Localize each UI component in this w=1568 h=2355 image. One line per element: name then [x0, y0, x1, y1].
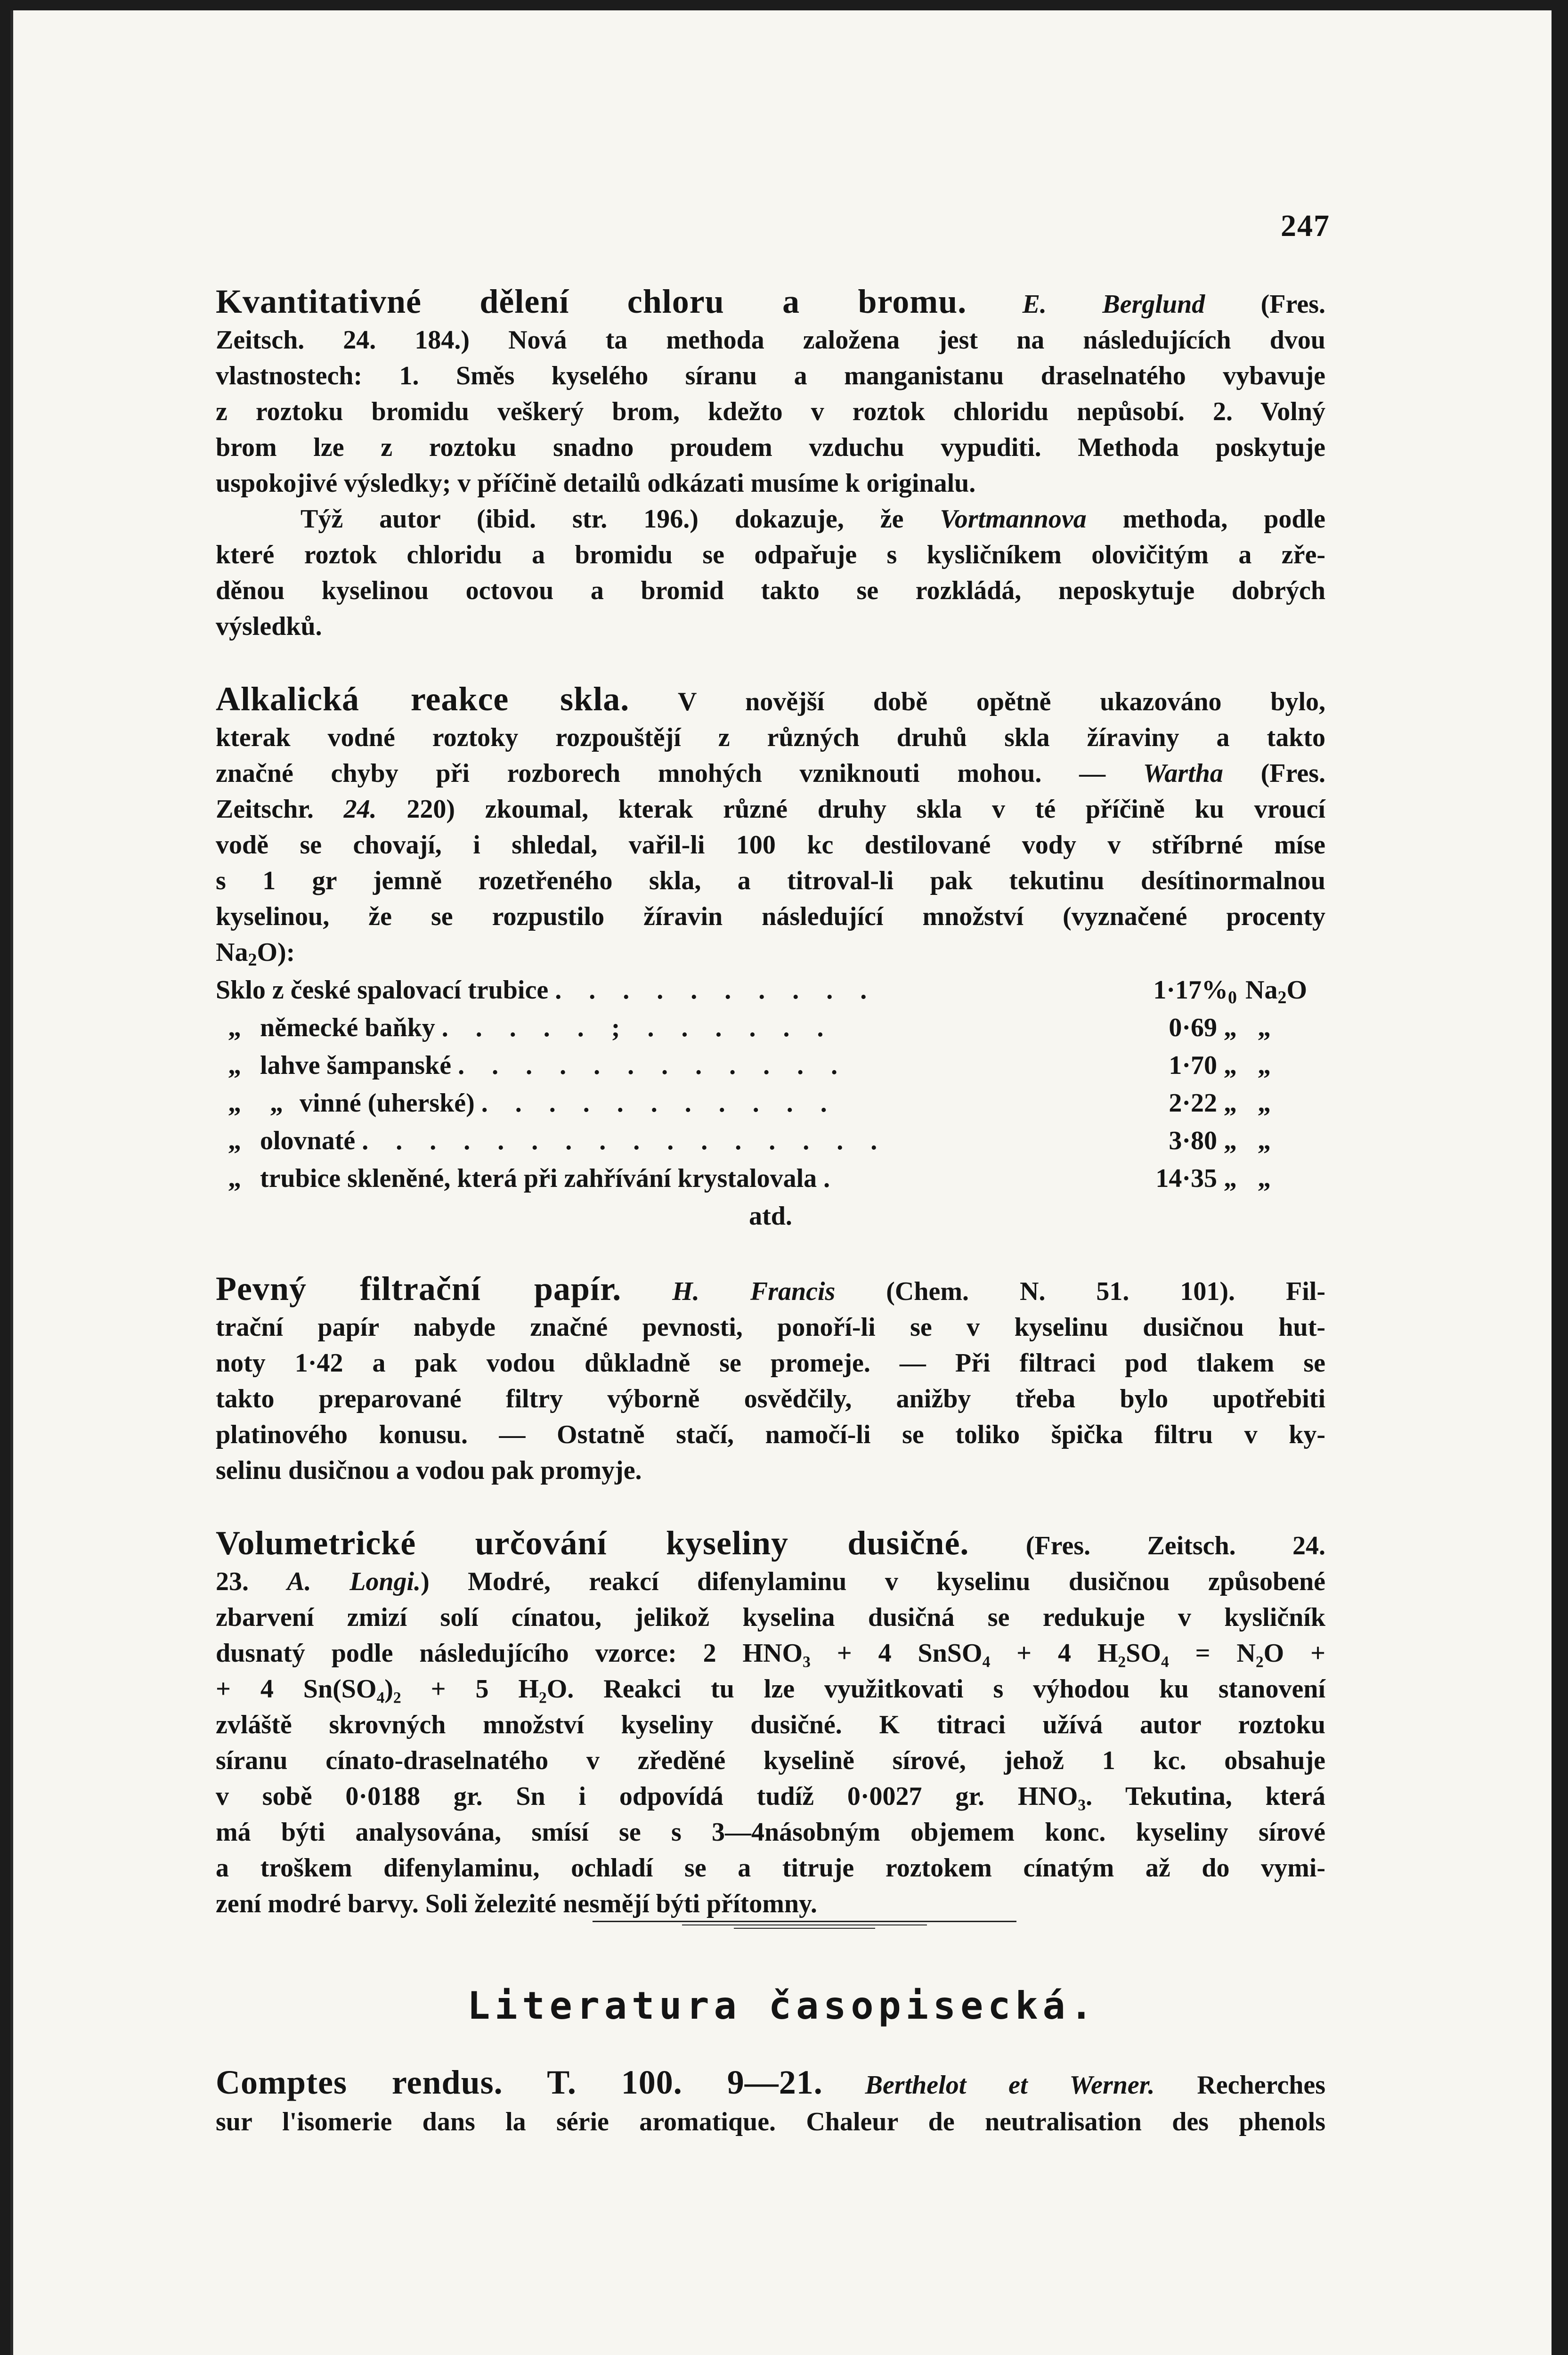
section-alkal-first-line: Alkalická reakce skla. V novější době opětně ukazováno bylo,	[216, 680, 1326, 718]
table-row	[216, 1046, 1325, 1083]
row-value: 1·70 „	[1169, 1051, 1237, 1080]
text-line formula-line: + 4 Sn(SO₄)₂ + 5 H₂O. Reakci tu lze využitkovati s výhodou ku stanovení	[216, 1674, 1325, 1704]
row-unit: „	[1258, 1051, 1271, 1080]
glass-table	[216, 970, 1325, 1234]
text-line: značné chyby při rozborech mnohých vzniknouti mohou. — Wartha (Fres.	[216, 759, 1325, 788]
text-line formula-line: dusnatý podle následujícího vzorce: 2 HNO₃ + 4 SnSO₄ + 4 H₂SO₄ = N₂O +	[216, 1639, 1325, 1668]
section-title: Alkalická reakce skla.	[216, 680, 630, 718]
section-title: Volumetrické určování kyseliny dusičné.	[216, 1524, 969, 1562]
section-title: Comptes rendus. T. 100. 9—21.	[216, 2063, 823, 2101]
table-row	[216, 1159, 1325, 1196]
text-line: selinu dusičnou a vodou pak promyje.	[216, 1456, 642, 1485]
text-line: noty 1·42 a pak vodou důkladně se promeje. — Při filtraci pod tlakem se	[216, 1348, 1325, 1378]
table-row	[216, 1121, 1325, 1159]
text-line: Týž autor (ibid. str. 196.) dokazuje, že Vortmannova methoda, podle	[301, 504, 1325, 534]
row-unit: „	[1258, 1164, 1271, 1193]
text-line: výsledků.	[216, 612, 322, 641]
main-column	[216, 284, 1325, 1922]
text-line: platinového konusu. — Ostatně stačí, namočí-li se toliko špička filtru v ky-	[216, 1420, 1325, 1449]
atd-label: atd.	[749, 1202, 792, 1231]
row-unit: $Na_2O$	[1245, 975, 1308, 1007]
comptes-entry	[216, 2064, 1325, 2140]
text-line: brom lze z roztoku snadno proudem vzduchu vypuditi. Methoda poskytuje	[216, 433, 1325, 462]
row-value: $1\cdot 17\%_0$	[1153, 975, 1237, 1007]
table-row	[216, 1196, 1325, 1234]
text-line: (Fres.	[1205, 290, 1326, 319]
page-number: 247	[1281, 209, 1330, 243]
text-line: kyselinou, že se rozpustilo žíravin následující množství (vyznačené procenty	[216, 902, 1325, 931]
text-line: z roztoku bromidu veškerý brom, kdežto v roztok chloridu nepůsobí. 2. Volný	[216, 397, 1325, 426]
section-divider	[593, 1919, 1016, 1929]
text-line: děnou kyselinou octovou a bromid takto se rozkládá, neposkytuje dobrých	[216, 576, 1325, 605]
section-pevny-first-line: Pevný filtrační papír. H. Francis (Chem. N. 51. 101). Fil-	[216, 1270, 1325, 1307]
text-line: zení modré barvy. Soli železité nesmějí býti přítomny.	[216, 1889, 817, 1918]
row-label: „ lahve šampanské . . . . . . . . . . . .	[228, 1051, 848, 1080]
text-line: vlastnostech: 1. Směs kyselého síranu a manganistanu draselnatého vybavuje	[216, 361, 1325, 390]
text-line: a troškem difenylaminu, ochladí se a titruje roztokem cínatým až do vymi-	[216, 1853, 1325, 1883]
text-line: má býti analysována, smísí se s 3—4násobným objemem konc. kyseliny sírové	[216, 1818, 1325, 1847]
text-line: Zeitsch. 24. 184.) Nová ta methoda založena jest na následujících dvou	[216, 325, 1325, 355]
text-line: $Na_2O$):	[216, 938, 295, 970]
text-line: sur l'isomerie dans la série aromatique. Chaleur de neutralisation des phenols	[216, 2107, 1325, 2136]
row-label: „ trubice skleněné, která při zahřívání krystalovala .	[228, 1164, 841, 1193]
table-row	[216, 1083, 1325, 1121]
text-line: zvláště skrovných množství kyseliny dusičné. K titraci užívá autor roztoku	[216, 1710, 1325, 1739]
row-label: „ „ vinné (uherské) . . . . . . . . . . .	[228, 1088, 837, 1118]
text-line: které roztok chloridu a bromidu se odpařuje s kysličníkem olovičitým a zře-	[216, 540, 1325, 569]
row-unit: „	[1258, 1088, 1271, 1118]
section-title: Kvantitativné dělení chloru a bromu.	[216, 283, 967, 320]
row-label: „ německé baňky . . . . . ; . . . . . .	[228, 1013, 834, 1042]
page	[13, 10, 1552, 2355]
text-line: Zeitschr. 24. 220) zkoumal, kterak různé druhy skla v té příčině ku vroucí	[216, 795, 1325, 824]
section-volum-first-line: Volumetrické určování kyseliny dusičné. (Fres. Zeitsch. 24.	[216, 1524, 1325, 1562]
row-value: 3·80 „	[1169, 1126, 1237, 1155]
text-line: v sobě 0·0188 gr. Sn i odpovídá tudíž 0·0027 gr. HNO₃. Tekutina, která	[216, 1782, 1325, 1811]
author: E. Berglund	[1022, 290, 1205, 319]
literatura-title: Literatura časopisecká.	[467, 1984, 1097, 2028]
section-kvant	[216, 284, 1325, 465]
table-row	[216, 1008, 1325, 1046]
row-label: Sklo z české spalovací trubice . . . . . . . . . .	[216, 975, 877, 1005]
section-title: Pevný filtrační papír.	[216, 1270, 622, 1307]
row-value: 0·69 „	[1169, 1013, 1237, 1042]
row-unit: „	[1258, 1126, 1271, 1155]
text-line: trační papír nabyde značné pevnosti, ponoří-li se v kyselinu dusičnou hut-	[216, 1313, 1325, 1342]
table-row	[216, 970, 1325, 1008]
text-line: Comptes rendus. T. 100. 9—21. Berthelot et Werner. Recherches	[216, 2063, 1325, 2101]
row-value: 2·22 „	[1169, 1088, 1237, 1118]
text-line: 23. A. Longi.) Modré, reakcí difenylaminu v kyselinu dusičnou způsobené	[216, 1567, 1325, 1596]
text-line: vodě se chovají, i shledal, vařil-li 100 kc destilované vody v stříbrné míse	[216, 830, 1325, 860]
row-value: 14·35 „	[1155, 1164, 1237, 1193]
text-line: uspokojivé výsledky; v příčině detailů odkázati musíme k originalu.	[216, 469, 976, 498]
text-line: zbarvení zmizí solí cínatou, jelikož kyselina dusičná se redukuje v kysličník	[216, 1603, 1325, 1632]
text-line: s 1 gr jemně rozetřeného skla, a titroval-li pak tekutinu desítinormalnou	[216, 866, 1325, 895]
text-line: síranu cínato-draselnatého v zředěné kyselině sírové, jehož 1 kc. obsahuje	[216, 1746, 1325, 1775]
text-line: kterak vodné roztoky rozpouštějí z různých druhů skla žíraviny a takto	[216, 723, 1325, 752]
row-label: „ olovnaté . . . . . . . . . . . . . . . .	[228, 1126, 888, 1155]
text-line: takto preparované filtry výborně osvědčily, anižby třeba bylo upotřebiti	[216, 1384, 1325, 1413]
row-unit: „	[1258, 1013, 1271, 1042]
